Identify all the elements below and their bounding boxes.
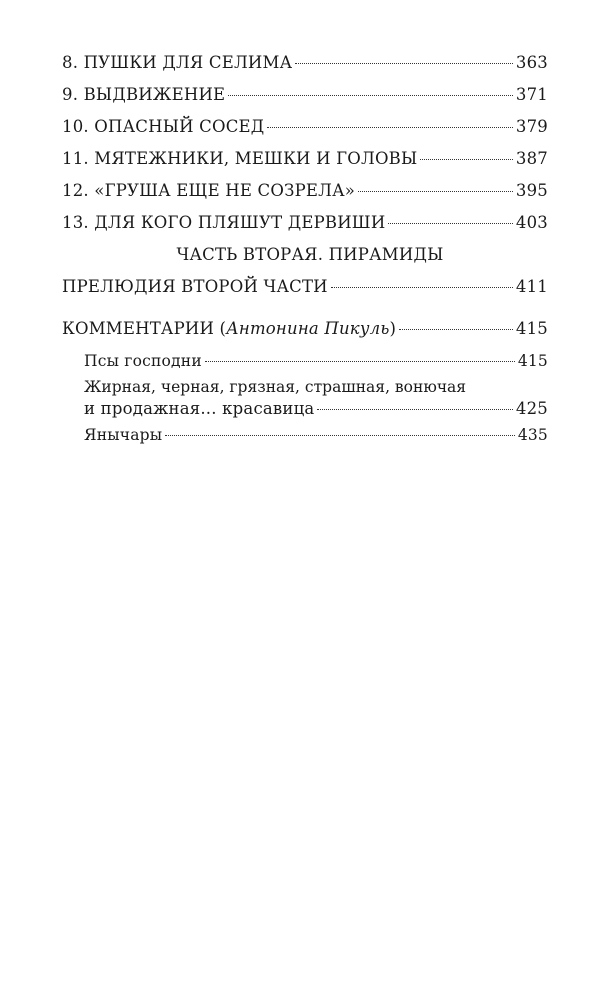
- toc-entry-12[interactable]: [62, 180, 548, 212]
- toc-entry-8[interactable]: [62, 52, 548, 84]
- toc-entry-commentary[interactable]: [62, 318, 548, 350]
- toc-subentry[interactable]: [84, 350, 548, 376]
- toc-entry-13[interactable]: [62, 212, 548, 244]
- toc-page-number: 371: [515, 85, 548, 104]
- dot-leader: [331, 287, 513, 288]
- table-of-contents: [62, 52, 548, 450]
- dot-leader: [295, 63, 513, 64]
- commentary-author: Антонина Пикуль: [226, 319, 390, 338]
- toc-subentry-multiline[interactable]: [62, 376, 548, 424]
- toc-entry-label: 8. ПУШКИ ДЛЯ СЕЛИМА: [62, 53, 293, 72]
- toc-entry-label: 13. ДЛЯ КОГО ПЛЯШУТ ДЕРВИШИ: [62, 213, 386, 232]
- dot-leader: [205, 361, 515, 362]
- toc-entry-label: [62, 318, 396, 340]
- dot-leader: [228, 95, 513, 96]
- dot-leader: [267, 127, 512, 128]
- toc-entry-label-line1: Жирная, черная, грязная, страшная, вонючая: [84, 378, 467, 396]
- toc-entry-prelude[interactable]: [62, 276, 548, 308]
- toc-entry-10[interactable]: [62, 116, 548, 148]
- dot-leader: [388, 223, 512, 224]
- commentary-close-paren: ): [389, 319, 397, 338]
- dot-leader: [399, 329, 513, 330]
- toc-page-number: 415: [515, 319, 548, 338]
- toc-entry-label: ПРЕЛЮДИЯ ВТОРОЙ ЧАСТИ: [62, 277, 328, 296]
- toc-entry-label: Янычары: [84, 426, 163, 444]
- commentary-subentries-2: [62, 424, 548, 450]
- commentary-title: КОММЕНТАРИИ (: [62, 319, 227, 338]
- toc-page-number: 379: [515, 117, 548, 136]
- toc-page-number: 425: [515, 399, 548, 418]
- toc-entry-label: 9. ВЫДВИЖЕНИЕ: [62, 85, 226, 104]
- dot-leader: [165, 435, 514, 436]
- toc-entry-label: 11. МЯТЕЖНИКИ, МЕШКИ И ГОЛОВЫ: [62, 149, 418, 168]
- toc-page-number: 395: [515, 181, 548, 200]
- part-two-heading: ЧАСТЬ ВТОРАЯ. ПИРАМИДЫ: [176, 245, 444, 264]
- toc-entry-label-line2: и продажная... красавица: [84, 399, 315, 418]
- commentary-subentries: [62, 350, 548, 376]
- toc-page-number: 415: [517, 352, 548, 370]
- toc-entry-label: 12. «ГРУША ЕЩЕ НЕ СОЗРЕЛА»: [62, 181, 356, 200]
- toc-page-number: 387: [515, 149, 548, 168]
- dot-leader: [358, 191, 513, 192]
- dot-leader: [317, 409, 512, 410]
- toc-page-number: 411: [515, 277, 548, 296]
- toc-entry-label: 10. ОПАСНЫЙ СОСЕД: [62, 117, 265, 136]
- toc-subentry[interactable]: [84, 424, 548, 450]
- toc-page-number: 403: [515, 213, 548, 232]
- toc-entry-11[interactable]: [62, 148, 548, 180]
- toc-page-number: 363: [515, 53, 548, 72]
- toc-page-number: 435: [517, 426, 548, 444]
- toc-entry-label: Псы господни: [84, 352, 202, 370]
- dot-leader: [420, 159, 512, 160]
- toc-entry-9[interactable]: [62, 84, 548, 116]
